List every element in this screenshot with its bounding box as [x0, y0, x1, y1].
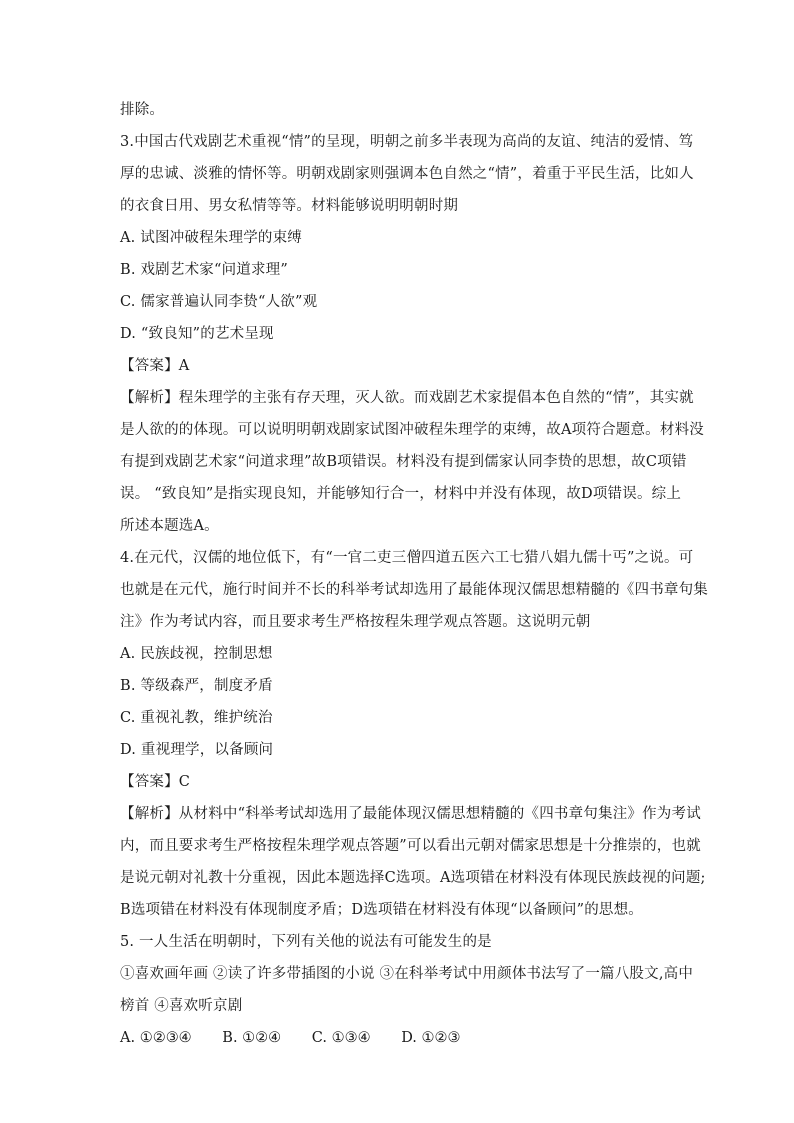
question-4-option-a: A. 民族歧视，控制思想 — [120, 646, 273, 662]
question-4-option-b: B. 等级森严，制度矛盾 — [120, 678, 273, 694]
question-3-explanation: 有提到戏剧艺术家“问道求理”故B项错误。材料没有提到儒家认同李贽的思想，故C项错 — [120, 454, 687, 470]
question-4-stem: 注》作为考试内容，而且要求考生严格按程朱理学观点答题。这说明元朝 — [120, 614, 591, 630]
question-4-stem: 4.在元代，汉儒的地位低下，有“一官二吏三僧四道五医六工七猎八娼九儒十丐”之说。可 — [120, 550, 694, 566]
question-3-option-b: B. 戏剧艺术家“问道求理” — [120, 262, 288, 278]
question-5-stem: 5. 一人生活在明朝时，下列有关他的说法有可能发生的是 — [120, 934, 492, 950]
question-5-option-a: A. ①②③④ — [120, 1030, 192, 1046]
question-4-option-d: D. 重视理学，以备顾问 — [120, 742, 274, 758]
question-3-explanation: 误。 “致良知”是指实现良知，并能够知行合一，材料中并没有体现，故D项错误。综上 — [120, 486, 682, 502]
question-4-explanation: 【解析】从材料中“科举考试却选用了最能体现汉儒思想精髓的《四书章句集注》作为考试 — [120, 806, 701, 822]
question-4-answer: 【答案】C — [120, 774, 191, 790]
question-4-explanation: B选项错在材料没有体现制度矛盾；D选项错在材料没有体现“以备顾问”的思想。 — [120, 902, 644, 918]
question-5-stem: ①喜欢画年画 ②读了许多带插图的小说 ③在科举考试中用颜体书法写了一篇八股文,高中 — [120, 966, 694, 982]
question-4-explanation: 是说元朝对礼教十分重视，因此本题选择C选项。A选项错在材料没有体现民族歧视的问题; — [120, 870, 706, 886]
question-4-explanation: 内，而且要求考生严格按程朱理学观点答题”可以看出元朝对儒家思想是十分推崇的，也就 — [120, 838, 701, 854]
question-3-option-c: C. 儒家普遍认同李贽“人欲”观 — [120, 294, 318, 310]
question-3-option-a: A. 试图冲破程朱理学的束缚 — [120, 230, 302, 246]
question-5-stem: 榜首 ④喜欢听京剧 — [120, 998, 243, 1014]
question-3-answer: 【答案】A — [120, 358, 190, 374]
question-5-option-c: C. ①③④ — [311, 1030, 371, 1046]
question-5-options — [120, 1028, 487, 1048]
text-line: 排除。 — [120, 102, 165, 118]
question-3-stem: 3.中国古代戏剧艺术重视“情”的呈现，明朝之前多半表现为高尚的友谊、纯洁的爱情、笃 — [120, 134, 694, 150]
question-5-option-d: D. ①②③ — [401, 1030, 461, 1046]
question-4-option-c: C. 重视礼教，维护统治 — [120, 710, 273, 726]
question-3-stem: 厚的忠诚、淡雅的情怀等。明朝戏剧家则强调本色自然之“情”，着重于平民生活，比如人 — [120, 166, 694, 182]
question-3-stem: 的衣食日用、男女私情等等。材料能够说明明朝时期 — [120, 198, 459, 214]
question-4-stem: 也就是在元代，施行时间并不长的科举考试却选用了最能体现汉儒思想精髓的《四书章句集 — [120, 582, 708, 598]
question-5-option-b: B. ①②④ — [222, 1030, 282, 1046]
question-3-explanation: 所述本题选A。 — [120, 518, 219, 534]
question-3-explanation: 【解析】程朱理学的主张有存天理，灭人欲。而戏剧艺术家提倡本色自然的“情”，其实就 — [120, 390, 694, 406]
question-3-option-d: D. “致良知”的艺术呈现 — [120, 326, 274, 342]
question-3-explanation: 是人欲的的体现。可以说明明朝戏剧家试图冲破程朱理学的束缚，故A项符合题意。材料没 — [120, 422, 704, 438]
